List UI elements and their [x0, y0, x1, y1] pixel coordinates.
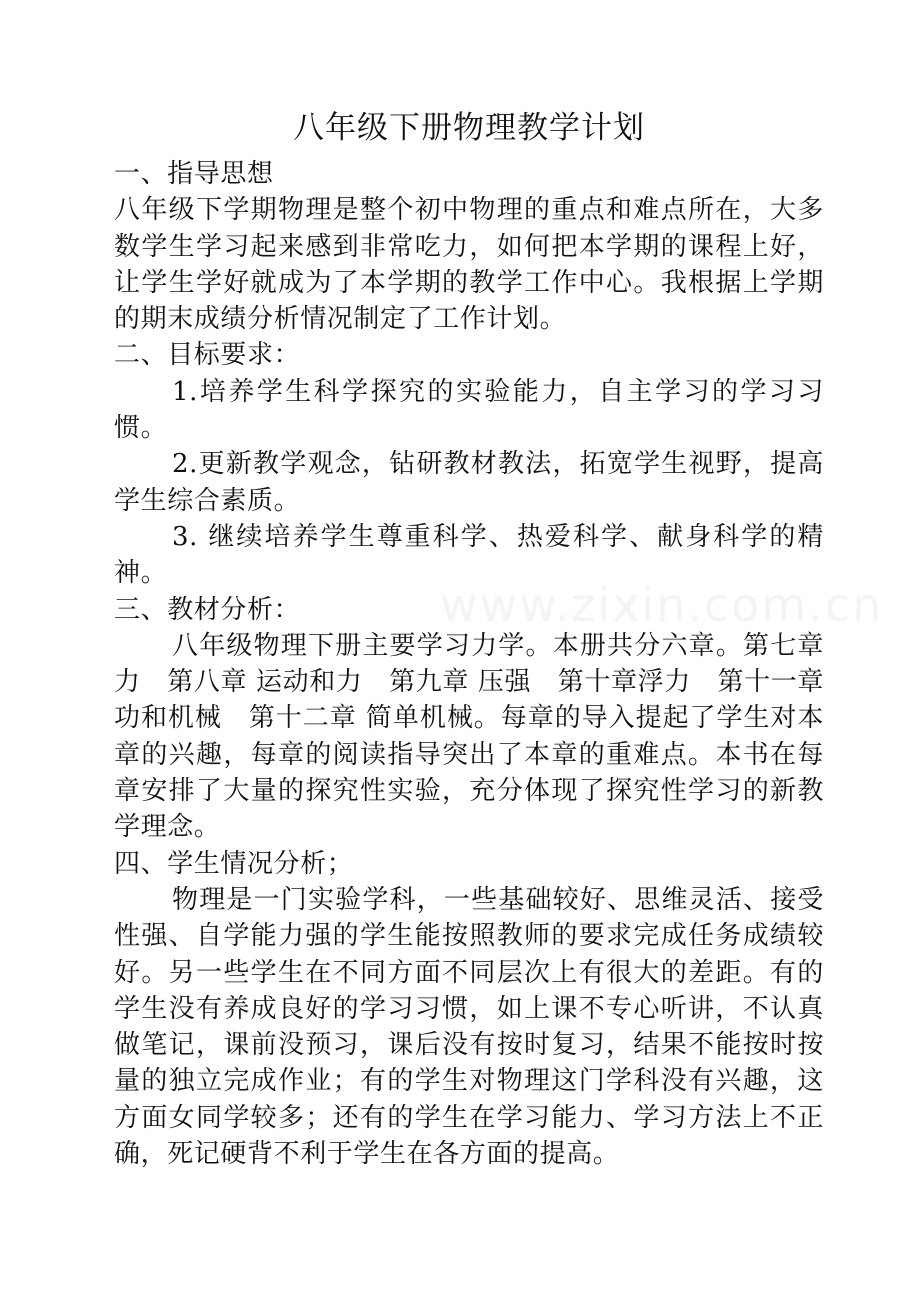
document-page	[114, 104, 824, 1172]
section-heading: 四、学生情况分析；	[114, 848, 354, 879]
section-textbook-analysis	[114, 592, 824, 846]
section-student-analysis	[114, 846, 824, 1173]
section-paragraph: 八年级物理下册主要学习力学。本册共分六章。第七章力 第八章 运动和力 第九章 压强 第十章浮力 第十一章 功和机械 第十二章 简单机械。每章的导入提起了学生对本章的兴趣，每章的阅读指导突出了本章的重难点。本书在每章安排了大量的探究性实验，充分体现了探究性学习的新教学理念。	[114, 630, 824, 843]
watermark: www.zixin.com.cn	[440, 578, 884, 632]
goal-item: 3. 继续培养学生尊重科学、热爱科学、献身科学的精神。	[114, 521, 824, 589]
section-goals	[114, 337, 824, 591]
section-paragraph: 八年级下学期物理是整个初中物理的重点和难点所在，大多数学生学习起来感到非常吃力，如何把本学期的课程上好，让学生学好就成为了本学期的教学工作中心。我根据上学期的期末成绩分析情况制定了工作计划。	[114, 195, 824, 335]
section-guiding-ideology	[114, 156, 824, 337]
section-heading: 三、教材分析：	[114, 594, 301, 625]
section-heading: 一、指导思想	[114, 159, 274, 189]
goal-item: 1.培养学生科学探究的实验能力，自主学习的学习习惯。	[114, 376, 824, 444]
goal-item: 2.更新教学观念，钻研教材教法，拓宽学生视野，提高学生综合素质。	[114, 449, 824, 516]
document-title: 八年级下册物理教学计划	[293, 110, 645, 146]
section-paragraph: 物理是一门实验学科，一些基础较好、思维灵活、接受性强、自学能力强的学生能按照教师的要求完成任务成绩较好。另一些学生在不同方面不同层次上有很大的差距。有的学生没有养成良好的学习习惯，如上课不专心听讲，不认真做笔记，课前没预习，课后没有按时复习，结果不能按时按量的独立完成作业；有的学生对物理这门学科没有兴趣，这方面女同学较多；还有的学生在学习能力、学习方法上不正确，死记硬背不利于学生在各方面的提高。	[114, 884, 824, 1170]
section-heading: 二、目标要求：	[114, 340, 301, 371]
